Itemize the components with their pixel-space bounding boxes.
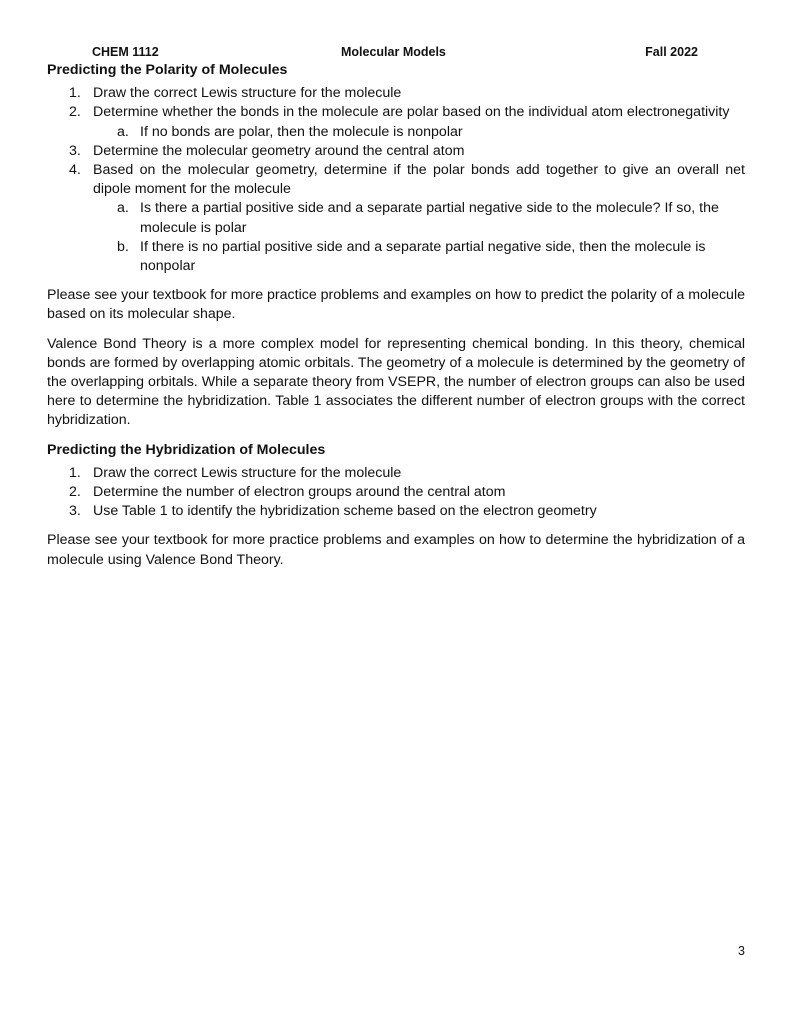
list-item <box>47 483 745 502</box>
list-item-text: If no bonds are polar, then the molecule is nonpolar <box>140 123 463 140</box>
polarity-steps-list <box>47 84 745 276</box>
sublist-item <box>93 199 745 237</box>
sublist-item <box>93 238 745 276</box>
list-marker: 3. <box>69 503 81 520</box>
list-item <box>47 103 745 141</box>
list-marker: a. <box>117 200 129 217</box>
hybridization-heading: Predicting the Hybridization of Molecules <box>47 441 326 458</box>
sublist <box>93 123 745 142</box>
list-marker: a. <box>117 123 129 140</box>
list-marker: 2. <box>69 484 81 501</box>
page-number: 3 <box>738 944 745 958</box>
list-item-text: Determine the number of electron groups around the central atom <box>93 484 506 501</box>
list-item <box>47 84 745 103</box>
list-marker: 1. <box>69 85 81 102</box>
sublist <box>93 199 745 276</box>
list-item <box>47 142 745 161</box>
hybridization-steps-list <box>47 464 745 522</box>
list-item-text: Use Table 1 to identify the hybridization scheme based on the electron geometry <box>93 503 597 520</box>
page-content <box>47 61 745 580</box>
list-marker: 3. <box>69 142 81 159</box>
valence-bond-theory-paragraph: Valence Bond Theory is a more complex model for representing chemical bonding. In this theory, chemical bonds are formed by overlapping atomic orbitals. The geometry of a molecule is determined by the geometry of the overlapping orbitals. While a separate theory from VSEPR, the number of electron groups can also be used here to determine the hybridization. Table 1 associates the different number of electron groups with the correct hybridization. <box>47 335 745 429</box>
course-code: CHEM 1112 <box>92 45 159 59</box>
list-item-text: If there is no partial positive side and a separate partial negative side, then the molecule is nonpolar <box>140 238 706 275</box>
list-item <box>47 502 745 521</box>
list-item-text: Is there a partial positive side and a separate partial negative side to the molecule? If so, the molecule is polar <box>140 200 719 236</box>
list-item-text: Based on the molecular geometry, determine if the polar bonds add together to give an overall net dipole moment for the molecule <box>93 162 745 198</box>
list-item-text: Draw the correct Lewis structure for the molecule <box>93 464 402 481</box>
list-marker: b. <box>117 238 129 255</box>
list-marker: 1. <box>69 464 81 481</box>
hybridization-note: Please see your textbook for more practice problems and examples on how to determine the hybridization of a molecule using Valence Bond Theory. <box>47 532 745 568</box>
list-item <box>47 464 745 483</box>
list-item-text: Determine whether the bonds in the molecule are polar based on the individual atom electronegativity <box>93 104 730 121</box>
list-item-text: Draw the correct Lewis structure for the molecule <box>93 85 402 102</box>
polarity-heading: Predicting the Polarity of Molecules <box>47 62 288 78</box>
sublist-item <box>93 123 745 142</box>
document-topic: Molecular Models <box>341 45 446 59</box>
list-item-text: Determine the molecular geometry around the central atom <box>93 142 465 159</box>
polarity-note: Please see your textbook for more practice problems and examples on how to predict the polarity of a molecule based on its molecular shape. <box>47 287 745 323</box>
list-marker: 4. <box>69 162 81 179</box>
list-marker: 2. <box>69 104 81 121</box>
term-label: Fall 2022 <box>645 45 698 59</box>
list-item <box>47 161 745 276</box>
